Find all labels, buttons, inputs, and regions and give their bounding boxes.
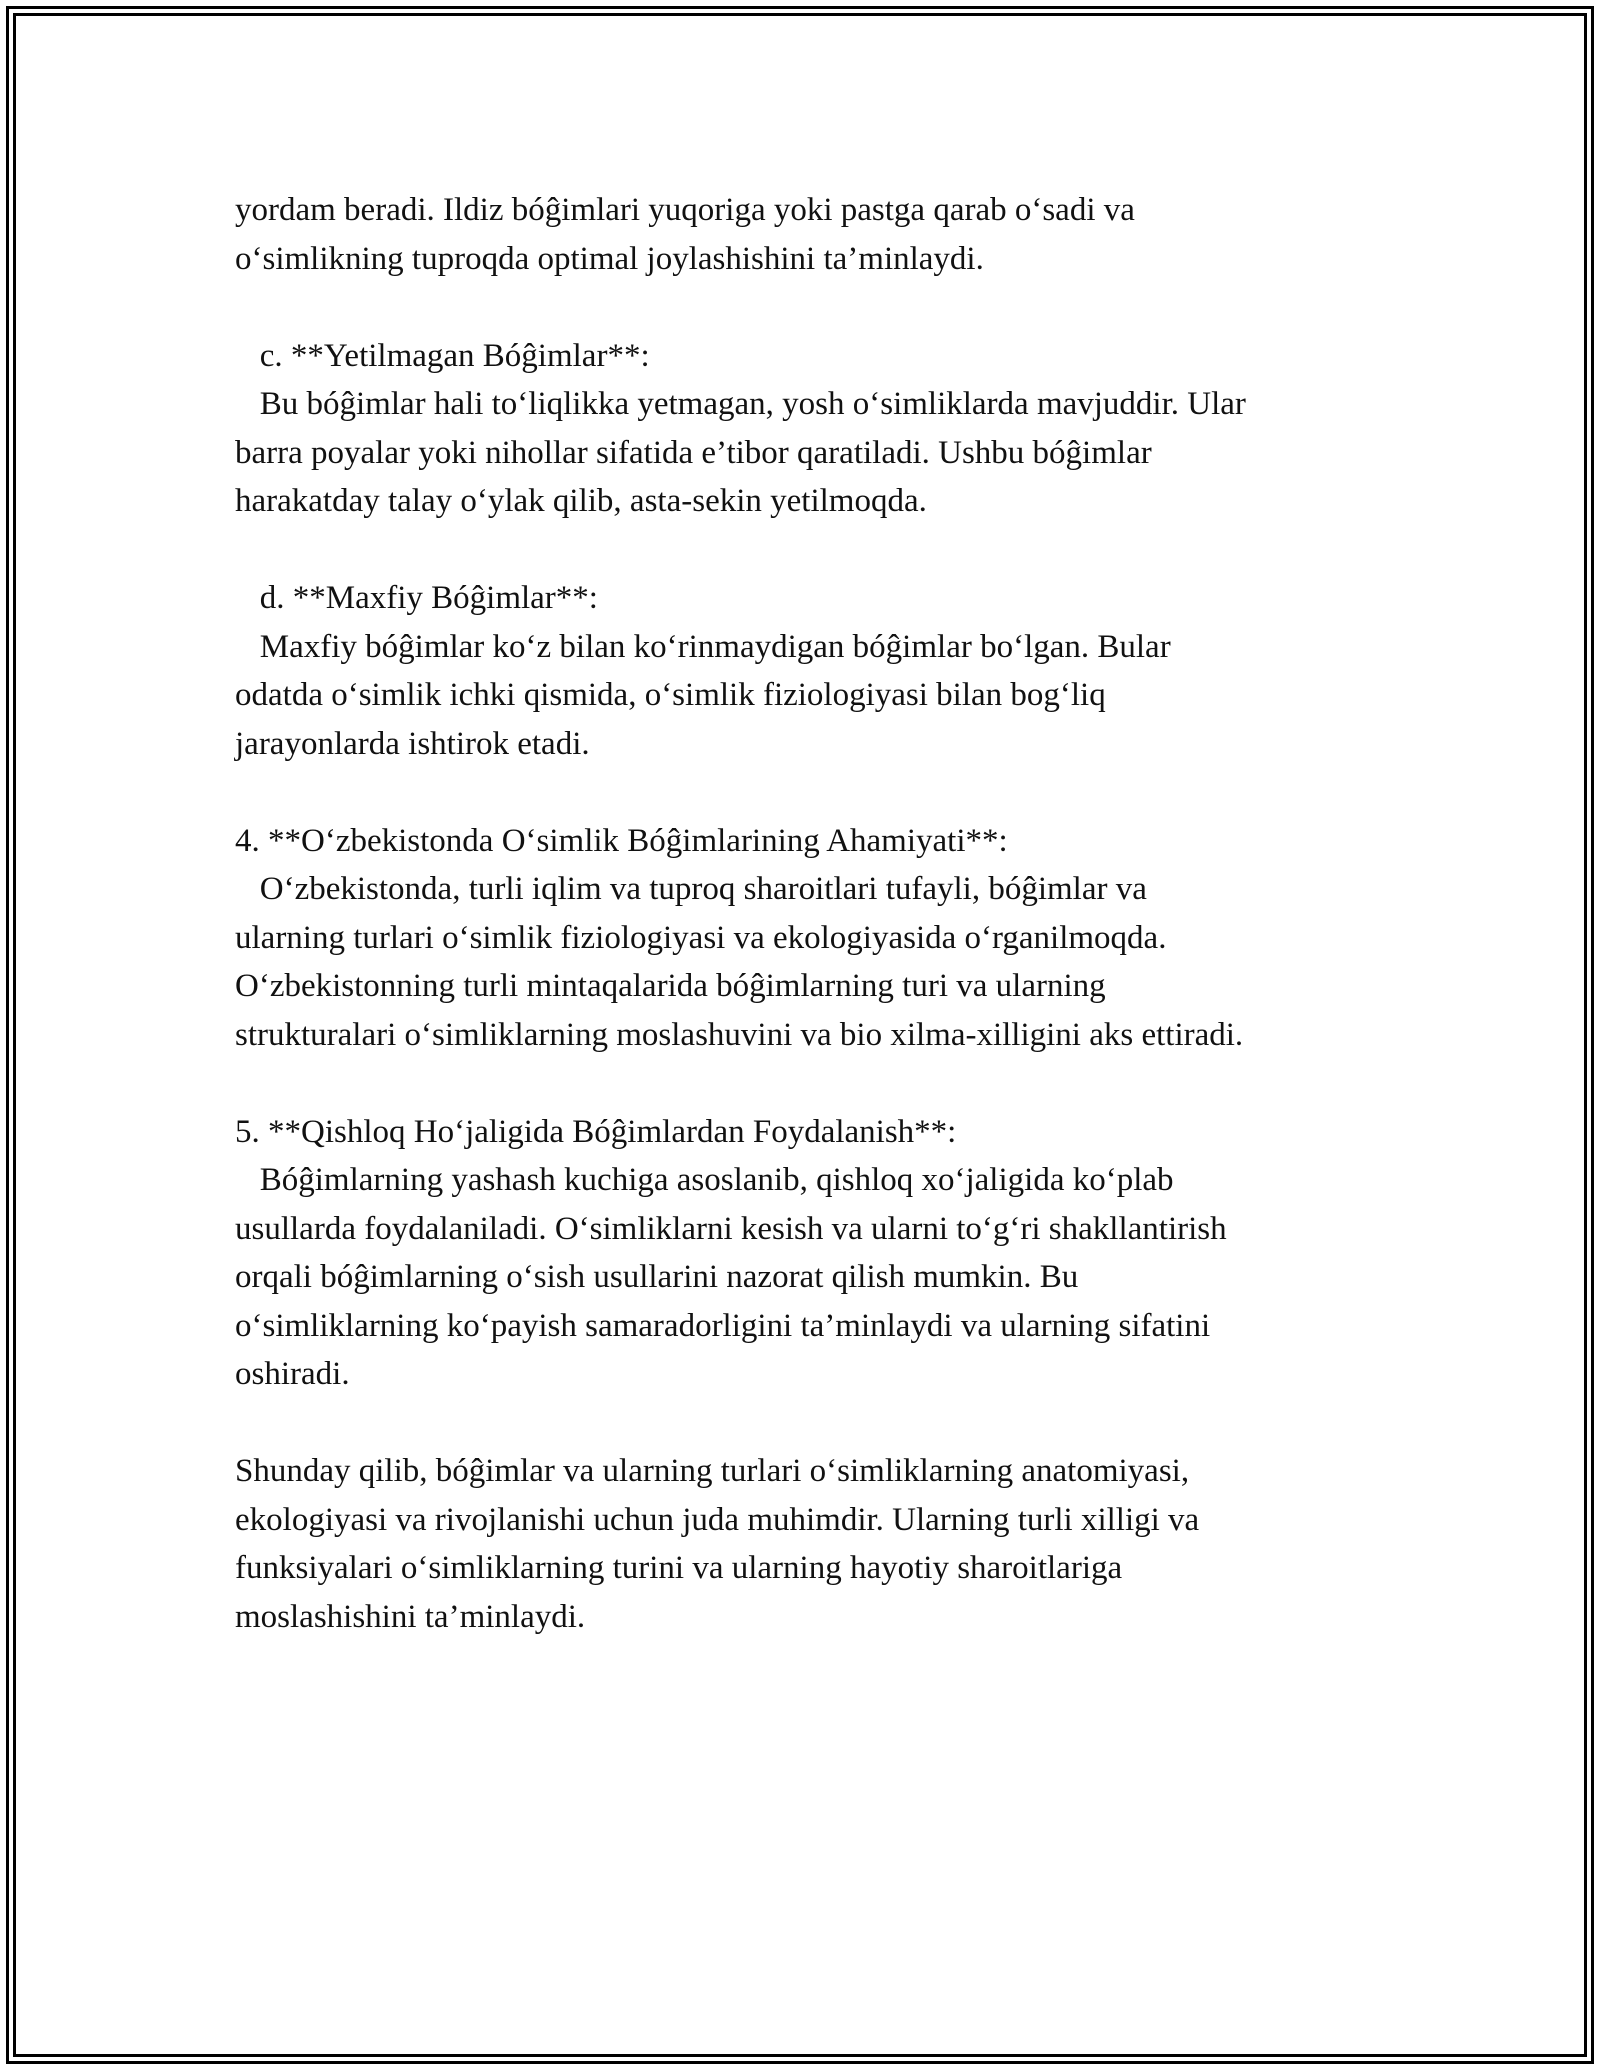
text-line: barra poyalar yoki nihollar sifatida e’tibor qaratiladi. Ushbu bóĝimlar <box>235 434 1152 471</box>
text-line: oshiradi. <box>235 1356 350 1392</box>
text-line: Bu bóĝimlar hali to‘liqlikka yetmagan, yosh o‘simliklarda mavjuddir. Ular <box>235 386 1246 422</box>
conclusion-paragraph <box>235 1447 1385 1641</box>
text-line: Shunday qilib, bóĝimlar va ularning turlari o‘simliklarning anatomiyasi, <box>235 1453 1190 1489</box>
text-line: ularning turlari o‘simlik fiziologiyasi va ekologiyasida o‘rganilmoqda. <box>235 919 1167 956</box>
section-5-agriculture-use <box>235 1108 1385 1399</box>
paragraph-root-cells-continued <box>235 186 1385 283</box>
text-line: moslashishini ta’minlaydi. <box>235 1598 586 1635</box>
text-line: usullarda foydalaniladi. O‘simliklarni kesish va ularni to‘g‘ri shakllantirish <box>235 1210 1227 1247</box>
text-line: ekologiyasi va rivojlanishi uchun juda muhimdir. Ularning turli xilligi va <box>235 1501 1200 1538</box>
text-line: o‘simlikning tuproqda optimal joylashishini ta’minlaydi. <box>235 240 984 277</box>
document-body <box>235 186 1385 1641</box>
text-line: harakatday talay o‘ylak qilib, asta-sekin yetilmoqda. <box>235 483 927 519</box>
text-line: O‘zbekistonning turli mintaqalarida bóĝimlarning turi va ularning <box>235 968 1106 1004</box>
section-heading: d. **Maxfiy Bóĝimlar**: <box>235 580 598 616</box>
section-c-immature-cells <box>235 332 1385 526</box>
text-line: o‘simliklarning ko‘payish samaradorligini ta’minlaydi va ularning sifatini <box>235 1307 1211 1344</box>
section-4-importance-uzbekistan <box>235 817 1385 1060</box>
section-heading: 5. **Qishloq Ho‘jaligida Bóĝimlardan Foydalanish**: <box>235 1113 957 1150</box>
section-d-hidden-cells <box>235 574 1385 768</box>
paragraph-gap <box>235 526 1385 575</box>
paragraph-gap <box>235 283 1385 332</box>
text-line: orqali bóĝimlarning o‘sish usullarini nazorat qilish mumkin. Bu <box>235 1259 1079 1295</box>
paragraph-gap <box>235 1059 1385 1108</box>
text-line: strukturalari o‘simliklarning moslashuvini va bio xilma-xilligini aks ettiradi. <box>235 1016 1244 1053</box>
text-line: yordam beradi. Ildiz bóĝimlari yuqoriga yoki pastga qarab o‘sadi va <box>235 192 1135 228</box>
section-heading: 4. **O‘zbekistonda O‘simlik Bóĝimlarining Ahamiyati**: <box>235 822 1008 859</box>
text-line: Bóĝimlarning yashash kuchiga asoslanib, qishloq xo‘jaligida ko‘plab <box>235 1162 1174 1198</box>
text-line: odatda o‘simlik ichki qismida, o‘simlik fiziologiyasi bilan bog‘liq <box>235 677 1106 713</box>
text-line: jarayonlarda ishtirok etadi. <box>235 725 590 762</box>
text-line: O‘zbekistonda, turli iqlim va tuproq sharoitlari tufayli, bóĝimlar va <box>235 871 1147 907</box>
paragraph-gap <box>235 1399 1385 1448</box>
text-line: funksiyalari o‘simliklarning turini va ularning hayotiy sharoitlariga <box>235 1550 1123 1586</box>
paragraph-gap <box>235 768 1385 817</box>
text-line: Maxfiy bóĝimlar ko‘z bilan ko‘rinmaydigan bóĝimlar bo‘lgan. Bular <box>235 628 1171 665</box>
section-heading: c. **Yetilmagan Bóĝimlar**: <box>235 337 650 374</box>
